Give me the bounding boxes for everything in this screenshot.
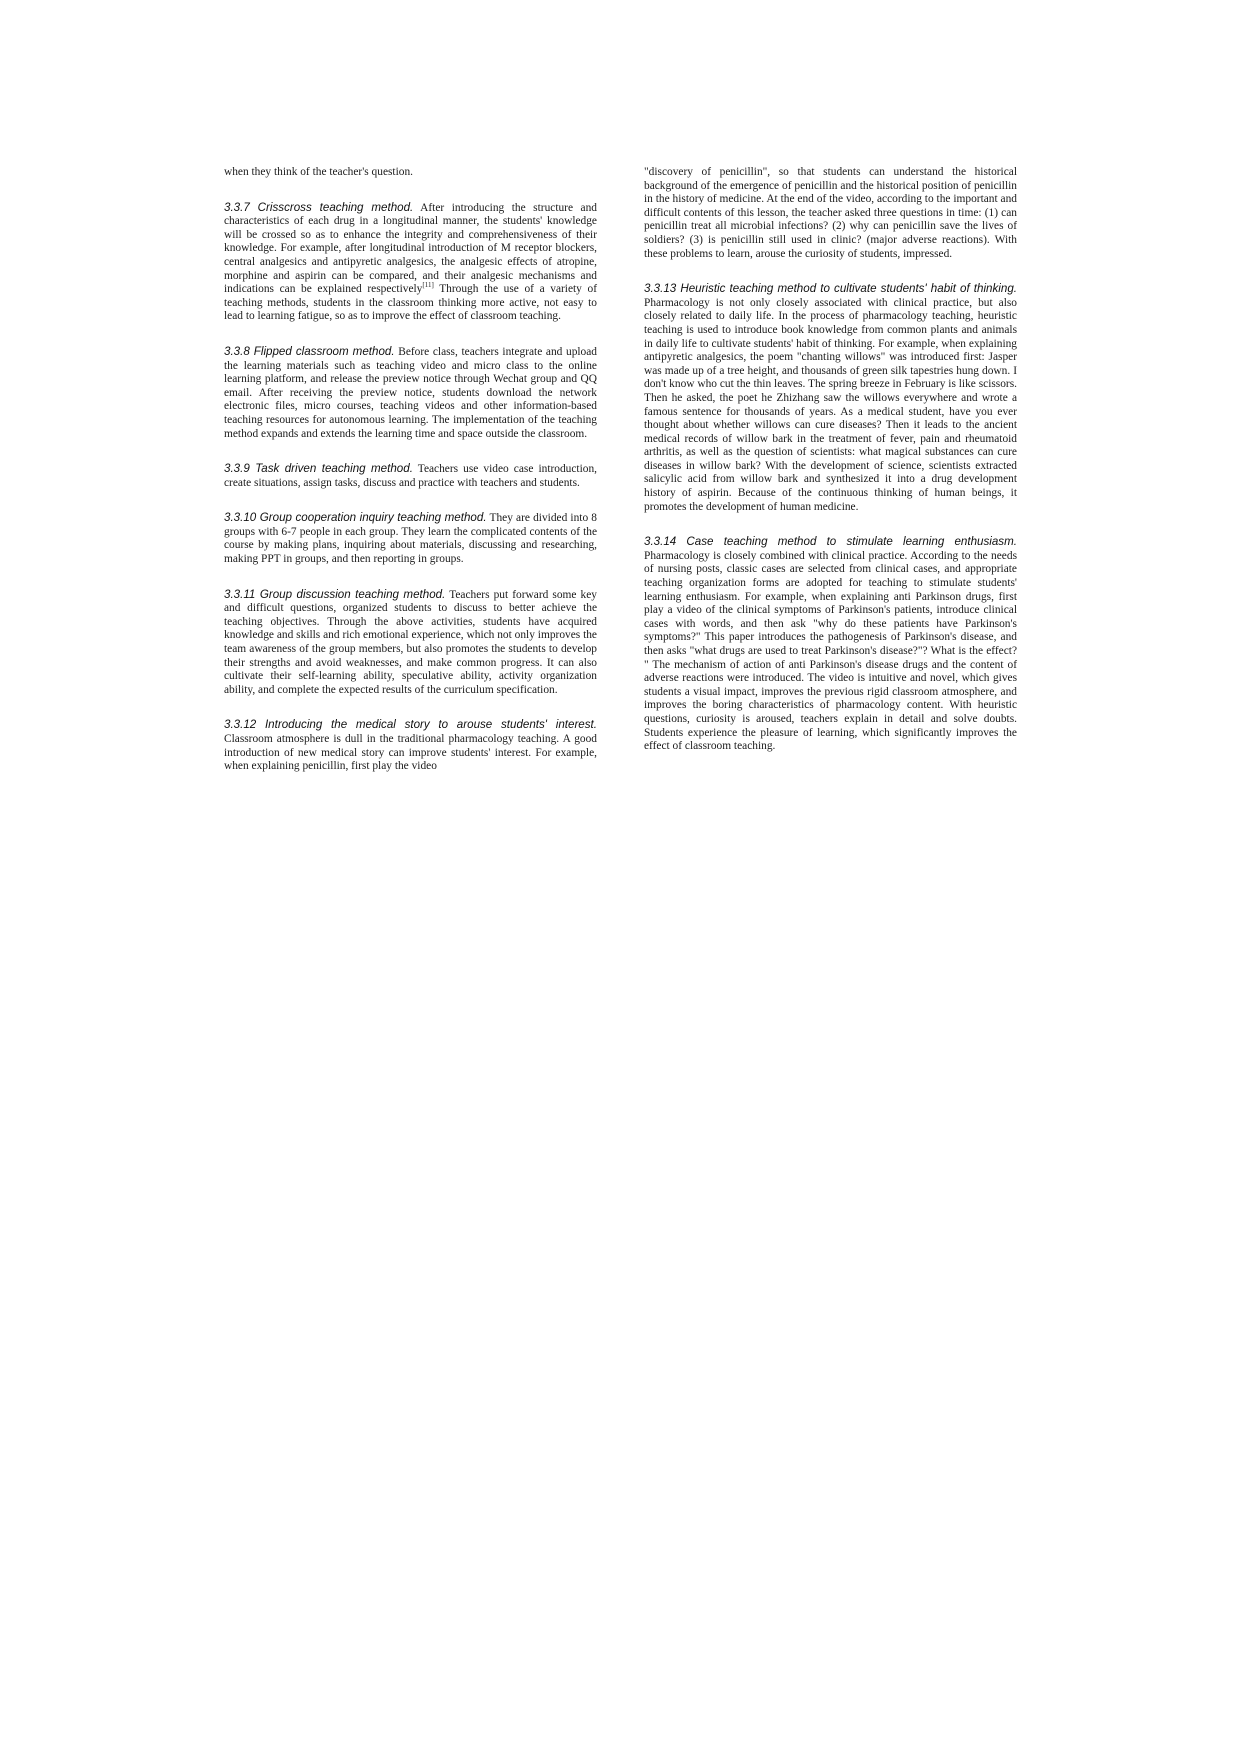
paragraph-text: "discovery of penicillin", so that students can understand the historical background of the emergence of penicillin and the historical position of penicillin in the history of medicine. At the end of the video, according to the important and difficult contents of this lesson, the teacher asked three questions in time: (1) can penicillin treat all microbial infections? (2) why can penicillin save the lives of soldiers? (3) is penicillin still used in clinic? (major adverse reactions). With these problems to learn, arouse the curiosity of students, impressed. [644, 166, 1017, 260]
section-3-3-11 [224, 588, 597, 698]
paragraph-text: After introducing the structure and characteristics of each drug in a longitudinal manner, the students' knowledge will be crossed so as to enhance the integrity and comprehensiveness of their knowledge. For example, after longitudinal introduction of M receptor blockers, central analgesics and antipyretic analgesics, the analgesic effects of atropine, morphine and aspirin can be compared, and their analgesic mechanisms and indications can be explained respectively [224, 201, 597, 296]
section-3-3-8 [224, 345, 597, 441]
paragraph-continuation [224, 166, 597, 180]
section-3-3-7 [224, 201, 597, 324]
section-3-3-14 [644, 535, 1017, 754]
section-heading: 3.3.7 Crisscross teaching method. [224, 200, 414, 214]
section-3-3-10 [224, 511, 597, 566]
section-heading: 3.3.12 Introducing the medical story to arouse students' interest. [224, 718, 597, 732]
paragraph-continuation [644, 166, 1017, 261]
section-heading: 3.3.14 Case teaching method to stimulate learning enthusiasm. [644, 535, 1017, 549]
section-heading: 3.3.13 Heuristic teaching method to cultivate students' habit of thinking. [644, 282, 1017, 296]
right-column [644, 166, 1017, 775]
paragraph-text: Through the use of a variety of teaching methods, students in the classroom thinking more active, not easy to lead to learning fatigue, so as to improve the effect of classroom teaching. [224, 283, 597, 323]
paragraph-text: Teachers put forward some key and difficult questions, organized students to discuss to better achieve the teaching objectives. Through the above activities, students have acquired knowledge and skills and rich emotional experience, which not only improves the team awareness of the group members, but also promotes the students to develop their strengths and avoid weaknesses, and make common progress. It can also cultivate their self-learning ability, speculative ability, activity organization ability, and complete the expected results of the curriculum specification. [224, 588, 597, 696]
paragraph-text: Classroom atmosphere is dull in the traditional pharmacology teaching. A good introduction of new medical story can improve students' interest. For example, when explaining penicillin, first play the video [224, 733, 597, 773]
paragraph-text: Pharmacology is not only closely associated with clinical practice, but also closely related to daily life. In the process of pharmacology teaching, heuristic teaching is used to introduce book knowledge from common plants and animals in daily life to cultivate students' habit of thinking. For example, when explaining antipyretic analgesics, the poem "chanting willows" was introduced first: Jasper was made up of a tree height, and thousands of green silk tapestries hung down. I don't know who cut the thin leaves. The spring breeze in February is like scissors. Then he asked, the poet he Zhizhang saw the willows everywhere and wrote a famous sentence for thousands of years. As a medical student, have you ever thought about whether willows can cure diseases? Then it leads to the ancient medical records of willow bark in the treatment of fever, pain and rheumatoid arthritis, as well as the question of scientists: what magical substances can cure diseases in willow bark? With the development of science, scientists extracted salicylic acid from willow bark and synthesized it into a drug development history of aspirin. Because of the continuous thinking of human beings, it promotes the development of human medicine. [644, 296, 1017, 513]
left-column [224, 166, 597, 795]
paragraph-text: Pharmacology is closely combined with clinical practice. According to the needs of nursing posts, classic cases are selected from clinical cases, and appropriate teaching organization forms are adopted for teaching to stimulate students' learning enthusiasm. For example, when explaining anti Parkinson drugs, first play a video of the clinical symptoms of Parkinson's patients, introduce clinical cases with words, and then ask "why do these patients have Parkinson's symptoms?" This paper introduces the pathogenesis of Parkinson's disease, and then asks "what drugs are used to treat Parkinson's disease?"? What is the effect? " The mechanism of action of anti Parkinson's disease drugs and the content of adverse reactions were introduced. The video is intuitive and novel, which gives students a visual impact, improves the previous rigid classroom atmosphere, and improves the boring characteristics of pharmacology content. With heuristic questions, curiosity is aroused, teachers explain in detail and solve doubts. Students experience the pleasure of learning, which significantly improves the effect of classroom teaching. [644, 549, 1017, 753]
citation-ref: [11] [422, 281, 434, 290]
paragraph-text: when they think of the teacher's question. [224, 166, 413, 178]
section-heading: 3.3.11 Group discussion teaching method. [224, 587, 446, 601]
section-heading: 3.3.8 Flipped classroom method. [224, 344, 395, 358]
section-heading: 3.3.9 Task driven teaching method. [224, 462, 413, 476]
section-3-3-13 [644, 282, 1017, 514]
section-3-3-9 [224, 462, 597, 490]
paragraph-text: Teachers use video case introduction, create situations, assign tasks, discuss and practice with teachers and students. [224, 463, 597, 489]
paragraph-text: They are divided into 8 groups with 6-7 people in each group. They learn the complicated contents of the course by making plans, inquiring about materials, discussing and researching, making PPT in groups, and then reporting in groups. [224, 512, 597, 566]
section-3-3-12 [224, 718, 597, 773]
paragraph-text: Before class, teachers integrate and upload the learning materials such as teaching video and micro class to the online learning platform, and release the preview notice through Wechat group and QQ email. After receiving the preview notice, students download the network electronic files, micro courses, teaching videos and other information-based teaching resources for autonomous learning. The implementation of the teaching method expands and extends the learning time and space outside the classroom. [224, 345, 597, 440]
section-heading: 3.3.10 Group cooperation inquiry teaching method. [224, 511, 487, 525]
